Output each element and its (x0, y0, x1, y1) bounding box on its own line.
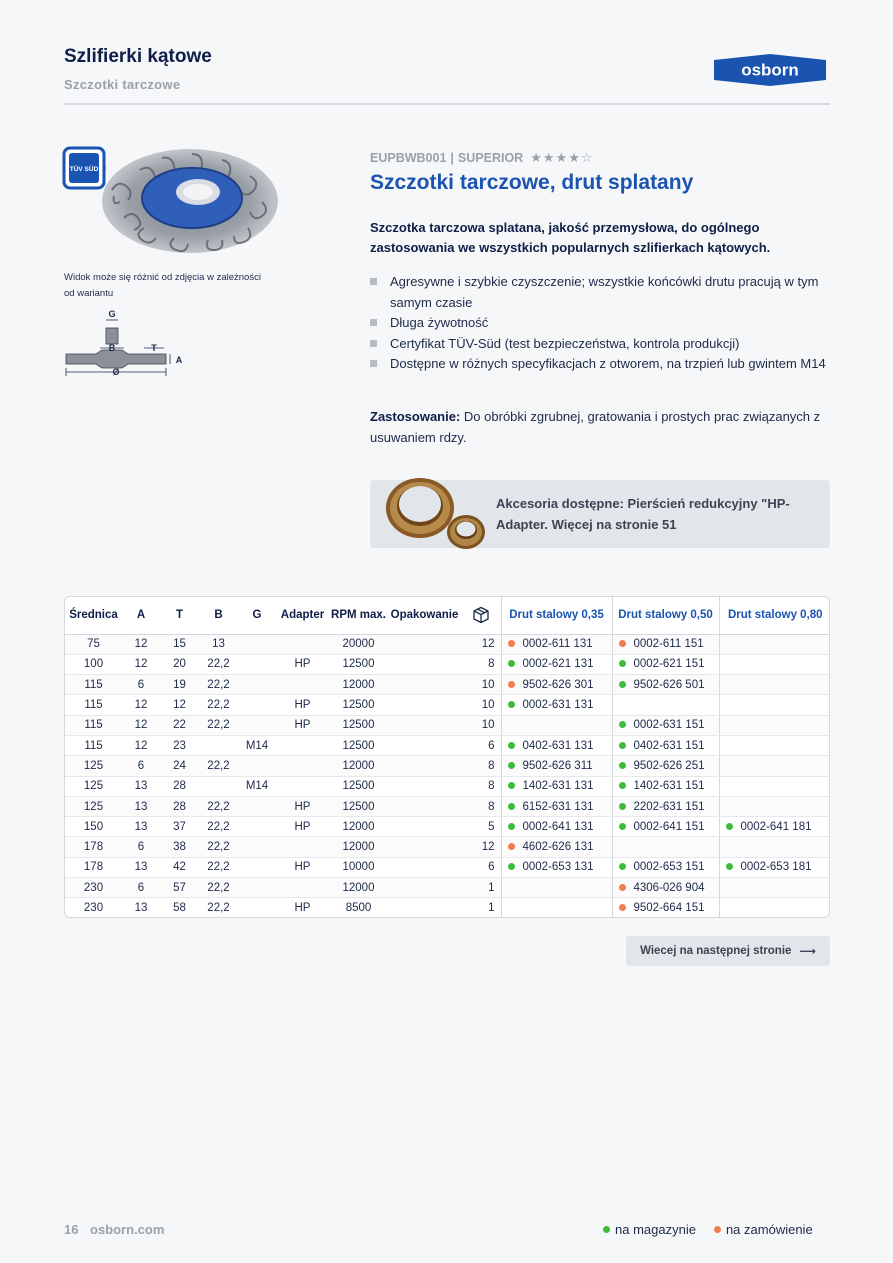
product-tier: SUPERIOR (457, 151, 524, 165)
variants-table (64, 596, 830, 918)
cell-a: 12 (122, 735, 160, 755)
cell-package-qty: 1 (461, 878, 501, 898)
cell-wire-code[interactable] (612, 654, 719, 674)
feature-item: Długa żywotność (370, 313, 832, 334)
cell-adapter: HP (276, 857, 329, 877)
cell-rpm: 12000 (329, 675, 388, 695)
cell-diameter: 150 (65, 817, 122, 837)
cell-b: 22,2 (199, 857, 238, 877)
cell-diameter: 125 (65, 796, 122, 816)
cell-b: 22,2 (199, 675, 238, 695)
cell-diameter: 115 (65, 715, 122, 735)
diagram-label-a: A (175, 355, 183, 365)
cell-packaging (388, 817, 461, 837)
package-icon (472, 606, 490, 624)
usage-text: Do obróbki zgrubnej, gratowania i prostych prac związanych z usuwaniem rdzy. (370, 409, 821, 445)
article-number: 9502-626 251 (633, 759, 705, 772)
col-package-qty (461, 597, 501, 634)
cell-rpm: 12500 (329, 715, 388, 735)
article-number: 0002-653 151 (633, 861, 705, 874)
cell-wire-code[interactable] (719, 817, 830, 837)
cell-a: 12 (122, 695, 160, 715)
cell-wire-code (719, 634, 830, 654)
table-row (65, 878, 830, 898)
table-row (65, 634, 830, 654)
cell-wire-code (719, 756, 830, 776)
table-row (65, 857, 830, 877)
in-stock-dot-icon (508, 701, 515, 708)
cell-g (238, 715, 276, 735)
page-subtitle: Szczotki tarczowe (64, 77, 181, 92)
col-g: G (238, 597, 276, 634)
cell-diameter: 100 (65, 654, 122, 674)
cell-t: 38 (160, 837, 199, 857)
cell-wire-code[interactable] (501, 837, 612, 857)
cell-adapter: HP (276, 796, 329, 816)
cell-wire-code (719, 837, 830, 857)
cell-package-qty: 6 (461, 735, 501, 755)
legend-in-stock (603, 1222, 696, 1237)
cell-adapter (276, 735, 329, 755)
cell-packaging (388, 878, 461, 898)
cell-adapter (276, 878, 329, 898)
cell-package-qty: 10 (461, 675, 501, 695)
in-stock-dot-icon (603, 1226, 610, 1233)
header-divider (64, 103, 830, 105)
in-stock-dot-icon (508, 782, 515, 789)
cell-rpm: 20000 (329, 634, 388, 654)
cell-wire-code (501, 878, 612, 898)
cell-t: 58 (173, 902, 186, 915)
cell-packaging (388, 634, 461, 654)
cell-t: 28 (160, 776, 199, 796)
cell-package-qty: 10 (461, 715, 501, 735)
cell-adapter: HP (294, 902, 311, 915)
cell-wire-code[interactable] (501, 675, 612, 695)
rating-stars (530, 150, 592, 166)
cell-a: 12 (122, 634, 160, 654)
on-order-dot-icon (508, 640, 515, 647)
cell-g (238, 695, 276, 715)
product-title: Szczotki tarczowe, drut splatany (370, 171, 694, 194)
article-number: 1402-631 151 (633, 780, 705, 793)
cell-diameter: 178 (65, 857, 122, 877)
table-row (65, 735, 830, 755)
table-row (65, 715, 830, 735)
cell-b: 22,2 (199, 654, 238, 674)
table-row (65, 796, 830, 816)
cell-rpm: 12000 (329, 817, 388, 837)
product-code: EUPBWB001 (370, 151, 447, 165)
in-stock-dot-icon (619, 803, 626, 810)
on-order-dot-icon (508, 843, 515, 850)
cell-diameter: 230 (65, 878, 122, 898)
cell-packaging (388, 756, 461, 776)
cell-g (238, 837, 276, 857)
cell-b: 22,2 (199, 715, 238, 735)
cell-wire-code (719, 898, 830, 918)
in-stock-dot-icon (619, 742, 626, 749)
cell-g: M14 (238, 776, 276, 796)
article-number: 4306-026 904 (633, 881, 705, 894)
cell-diameter: 75 (65, 634, 122, 654)
cell-package-qty: 8 (461, 756, 501, 776)
cell-wire-code[interactable] (501, 735, 612, 755)
accessory-box[interactable] (370, 480, 830, 548)
tuv-badge-text: TÜV SÜD (69, 166, 99, 173)
col-wire-080: Drut stalowy 0,80 (719, 597, 830, 634)
in-stock-dot-icon (619, 782, 626, 789)
cell-packaging (388, 735, 461, 755)
table-row (65, 756, 830, 776)
cell-wire-code[interactable] (501, 695, 612, 715)
cell-diameter: 178 (65, 837, 122, 857)
cell-wire-code[interactable] (612, 735, 719, 755)
cell-adapter (276, 675, 329, 695)
col-packaging: Opakowanie (388, 597, 461, 634)
star-icon: ★ (568, 150, 580, 165)
in-stock-dot-icon (508, 762, 515, 769)
article-number: 6152-631 131 (522, 800, 594, 813)
next-page-label: Wiecej na następnej stronie (640, 945, 792, 957)
diagram-label-b: B (108, 343, 116, 353)
cell-diameter: 125 (65, 776, 122, 796)
cell-wire-code (719, 776, 830, 796)
cell-g (238, 634, 276, 654)
cell-a: 12 (122, 715, 160, 735)
cell-wire-code[interactable] (501, 857, 612, 877)
cell-wire-code (719, 735, 830, 755)
table-row (65, 695, 830, 715)
table-row (65, 898, 830, 918)
footer-site-link[interactable]: osborn.com (90, 1222, 165, 1237)
cell-g: M14 (238, 735, 276, 755)
star-icon: ★ (542, 150, 555, 165)
cell-adapter: HP (276, 715, 329, 735)
cell-wire-code (719, 878, 830, 898)
on-order-dot-icon (619, 884, 626, 891)
on-order-dot-icon (508, 681, 515, 688)
cell-t: 15 (160, 634, 199, 654)
cell-wire-code[interactable] (612, 675, 719, 695)
article-number: 0402-631 151 (633, 739, 705, 752)
feature-item: Dostępne w różnych specyfikacjach z otworem, na trzpień lub gwintem M14 (370, 354, 832, 375)
on-order-dot-icon (619, 640, 626, 647)
cell-t: 24 (160, 756, 199, 776)
article-number: 0002-631 131 (522, 699, 594, 712)
cell-rpm: 12000 (329, 837, 388, 857)
col-wire-050: Drut stalowy 0,50 (612, 597, 719, 634)
cell-g (238, 878, 276, 898)
cell-wire-code[interactable] (501, 654, 612, 674)
table-row (65, 776, 830, 796)
cell-b: 22,2 (199, 837, 238, 857)
col-diameter: Średnica (65, 597, 122, 634)
cell-wire-code[interactable] (612, 756, 719, 776)
cell-a: 12 (122, 654, 160, 674)
diagram-label-g: G (108, 309, 116, 319)
cell-package-qty: 6 (461, 857, 501, 877)
table-row (65, 837, 830, 857)
cell-t: 20 (160, 654, 199, 674)
cell-diameter: 115 (65, 735, 122, 755)
cell-adapter (276, 634, 329, 654)
image-disclaimer: Widok może się różnić od zdjęcia w zależności od wariantu (64, 272, 261, 299)
article-number: 9502-664 151 (633, 902, 705, 915)
cell-t: 12 (160, 695, 199, 715)
on-order-dot-icon (714, 1226, 721, 1233)
cell-wire-code (612, 695, 719, 715)
cell-wire-code (719, 715, 830, 735)
cell-g (238, 654, 276, 674)
article-number: 0402-631 131 (522, 739, 594, 752)
cell-b: 22,2 (199, 878, 238, 898)
sku-separator: | (450, 151, 454, 165)
in-stock-dot-icon (726, 823, 733, 830)
arrow-right-icon: ⟶ (799, 946, 816, 958)
cell-diameter: 125 (65, 756, 122, 776)
feature-list (370, 272, 832, 375)
cell-package-qty: 8 (461, 654, 501, 674)
col-t: T (160, 597, 199, 634)
cell-a: 13 (122, 817, 160, 837)
cell-packaging (388, 857, 461, 877)
cell-b: 22,2 (207, 902, 230, 915)
in-stock-dot-icon (619, 721, 626, 728)
diagram-label-diameter: Ø (112, 367, 120, 377)
cell-wire-code[interactable] (501, 817, 612, 837)
table-row (65, 817, 830, 837)
cell-t: 28 (160, 796, 199, 816)
in-stock-dot-icon (508, 803, 515, 810)
cell-package-qty: 12 (461, 837, 501, 857)
cell-a: 13 (122, 776, 160, 796)
legend-on-order (714, 1222, 813, 1237)
cell-g (238, 898, 276, 918)
diagram-label-t: T (151, 343, 157, 353)
star-empty-icon: ☆ (580, 150, 593, 165)
cell-wire-code[interactable] (612, 634, 719, 654)
cell-wire-code[interactable] (612, 715, 719, 735)
cell-g (238, 796, 276, 816)
cell-wire-code[interactable] (501, 756, 612, 776)
cell-rpm: 12000 (329, 878, 388, 898)
cell-rpm: 8500 (345, 902, 372, 915)
cell-adapter: HP (276, 654, 329, 674)
article-number: 1402-631 131 (522, 780, 594, 793)
article-number: 0002-653 181 (740, 861, 812, 874)
col-wire-035: Drut stalowy 0,35 (501, 597, 612, 634)
feature-item: Certyfikat TÜV-Süd (test bezpieczeństwa, kontrola produkcji) (370, 334, 832, 355)
cell-adapter (276, 776, 329, 796)
in-stock-dot-icon (508, 863, 515, 870)
article-number: 0002-631 151 (633, 719, 705, 732)
article-number: 9502-626 501 (633, 678, 705, 691)
product-image-wire-brush (62, 140, 282, 260)
reduction-ring-image (378, 474, 490, 554)
cell-g (238, 675, 276, 695)
article-number: 9502-626 301 (522, 678, 594, 691)
cell-wire-code (501, 715, 612, 735)
cell-adapter (276, 756, 329, 776)
in-stock-dot-icon (726, 863, 733, 870)
in-stock-dot-icon (508, 823, 515, 830)
cell-b (199, 735, 238, 755)
article-number: 0002-611 131 (522, 638, 593, 651)
col-rpm: RPM max. (329, 597, 388, 634)
cell-g (238, 817, 276, 837)
page-title: Szlifierki kątowe (64, 46, 212, 67)
cell-rpm: 12500 (329, 796, 388, 816)
cell-a: 13 (134, 902, 148, 915)
star-icon: ★ (530, 150, 542, 165)
table-body (65, 634, 830, 918)
cell-wire-code (501, 898, 612, 918)
cell-package-qty: 5 (461, 817, 501, 837)
cell-wire-code[interactable] (612, 878, 719, 898)
cell-wire-code[interactable] (612, 776, 719, 796)
cell-package-qty: 8 (461, 796, 501, 816)
cell-wire-code[interactable] (612, 898, 719, 918)
cell-g (238, 857, 276, 877)
legend-label: na zamówienie (725, 1222, 813, 1237)
cell-package-qty: 8 (461, 776, 501, 796)
cell-t: 22 (160, 715, 199, 735)
in-stock-dot-icon (508, 660, 515, 667)
cell-a: 6 (122, 878, 160, 898)
usage-paragraph (370, 407, 832, 448)
table-header-row (65, 597, 830, 634)
article-number: 0002-641 181 (740, 820, 812, 833)
cell-t: 57 (160, 878, 199, 898)
product-lead: Szczotka tarczowa splatana, jakość przemysłowa, do ogólnego zastosowania we wszystkich popularnych szlifierkach kątowych. (370, 220, 771, 255)
col-b: B (199, 597, 238, 634)
cell-diameter: 115 (65, 675, 122, 695)
cell-packaging (388, 675, 461, 695)
cell-g (238, 756, 276, 776)
cell-wire-code[interactable] (612, 817, 719, 837)
cell-packaging (388, 715, 461, 735)
next-page-button[interactable] (626, 936, 830, 966)
star-icon: ★ (555, 150, 568, 165)
cell-adapter (276, 837, 329, 857)
cell-a: 13 (122, 857, 160, 877)
cell-packaging (388, 837, 461, 857)
cell-rpm: 12500 (329, 654, 388, 674)
cell-wire-code (719, 654, 830, 674)
osborn-logo[interactable] (710, 52, 830, 88)
article-number: 0002-641 131 (522, 820, 594, 833)
cell-adapter: HP (276, 817, 329, 837)
article-number: 4602-626 131 (522, 841, 594, 854)
cell-rpm: 12500 (329, 776, 388, 796)
article-number: 0002-641 151 (633, 820, 705, 833)
article-number: 0002-621 151 (633, 658, 705, 671)
cell-b (199, 776, 238, 796)
cell-packaging (388, 776, 461, 796)
cell-t: 37 (160, 817, 199, 837)
table-row (65, 675, 830, 695)
cell-a: 6 (122, 756, 160, 776)
cell-a: 13 (122, 796, 160, 816)
cell-packaging (388, 654, 461, 674)
cell-wire-code[interactable] (612, 796, 719, 816)
cell-rpm: 12500 (329, 735, 388, 755)
page-number: 16 (64, 1222, 79, 1237)
cell-wire-code (719, 675, 830, 695)
cell-packaging (388, 796, 461, 816)
cell-rpm: 10000 (329, 857, 388, 877)
cell-wire-code[interactable] (501, 634, 612, 654)
cell-wire-code[interactable] (612, 857, 719, 877)
article-number: 0002-653 131 (522, 861, 594, 874)
cell-adapter: HP (276, 695, 329, 715)
cell-packaging (388, 898, 461, 918)
cell-wire-code (719, 796, 830, 816)
cell-rpm: 12000 (329, 756, 388, 776)
in-stock-dot-icon (619, 660, 626, 667)
accessory-text: Akcesoria dostępne: Pierścień redukcyjny "HP-Adapter. Więcej na stronie 51 (496, 496, 790, 532)
cell-package-qty: 10 (461, 695, 501, 715)
logo-text: osborn (741, 60, 799, 80)
cell-wire-code (612, 837, 719, 857)
product-sku-line (370, 150, 593, 166)
in-stock-dot-icon (619, 762, 626, 769)
cell-packaging (388, 695, 461, 715)
cell-diameter: 115 (65, 695, 122, 715)
dimension-diagram (60, 306, 190, 378)
availability-legend (603, 1222, 813, 1237)
in-stock-dot-icon (619, 823, 626, 830)
tuv-badge (64, 147, 106, 189)
cell-a: 6 (122, 837, 160, 857)
col-a: A (122, 597, 160, 634)
cell-diameter: 230 (83, 902, 104, 915)
cell-package-qty: 12 (461, 634, 501, 654)
article-number: 0002-611 151 (633, 638, 704, 651)
legend-label: na magazynie (615, 1222, 696, 1237)
cell-wire-code[interactable] (501, 776, 612, 796)
cell-rpm: 12500 (329, 695, 388, 715)
usage-label: Zastosowanie: (370, 409, 461, 424)
cell-wire-code[interactable] (719, 857, 830, 877)
cell-package-qty: 1 (488, 902, 495, 915)
article-number: 0002-621 131 (522, 658, 594, 671)
article-number: 9502-626 311 (522, 759, 593, 772)
cell-b: 22,2 (199, 817, 238, 837)
article-number: 2202-631 151 (633, 800, 705, 813)
cell-b: 22,2 (199, 695, 238, 715)
cell-wire-code[interactable] (501, 796, 612, 816)
cell-t: 23 (160, 735, 199, 755)
cell-b: 13 (199, 634, 238, 654)
cell-b: 22,2 (199, 796, 238, 816)
in-stock-dot-icon (619, 863, 626, 870)
cell-b: 22,2 (199, 756, 238, 776)
cell-t: 42 (160, 857, 199, 877)
on-order-dot-icon (619, 904, 626, 911)
cell-t: 19 (160, 675, 199, 695)
in-stock-dot-icon (619, 681, 626, 688)
col-adapter: Adapter (276, 597, 329, 634)
feature-item: Agresywne i szybkie czyszczenie; wszystkie końcówki drutu pracują w tym samym czasie (370, 272, 832, 313)
table-row (65, 654, 830, 674)
cell-a: 6 (122, 675, 160, 695)
cell-wire-code (719, 695, 830, 715)
in-stock-dot-icon (508, 742, 515, 749)
